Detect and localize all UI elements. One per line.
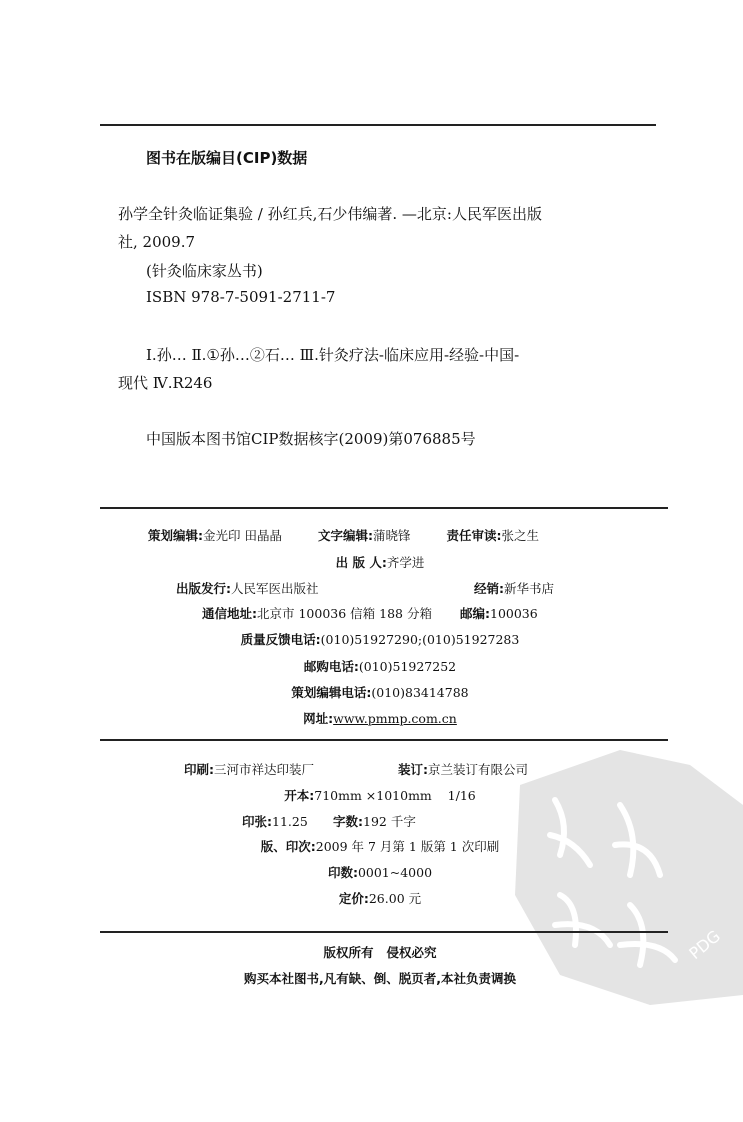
address-label: 通信地址: (202, 606, 257, 621)
cip-isbn: ISBN 978-7-5091-2711-7 (146, 288, 336, 306)
mail-order-phone: (010)51927252 (358, 659, 457, 674)
website-link[interactable]: www.pmmp.com.cn (333, 711, 457, 726)
mail-order-label: 邮购电话: (303, 659, 359, 674)
format: 710mm ×1010mm 1/16 (314, 788, 476, 803)
postcode-label: 邮编: (460, 606, 490, 621)
format-line (0, 786, 743, 804)
edition-line (0, 837, 743, 855)
publisher-label: 出版发行: (176, 581, 231, 596)
postcode: 100036 (490, 606, 538, 621)
binder-label: 装订: (398, 762, 428, 777)
website-line (0, 709, 743, 727)
cip-entry-line2: 社, 2009.7 (118, 233, 196, 251)
text-editor: 蒲晓锋 (372, 528, 411, 543)
price: 26.00 元 (368, 891, 422, 906)
binder: 京兰装订有限公司 (428, 762, 529, 777)
feedback-line (0, 630, 743, 648)
copies: 0001~4000 (357, 865, 433, 880)
proofreader: 张之生 (501, 528, 539, 543)
top-rule (100, 124, 656, 126)
feedback-label: 质量反馈电话: (240, 632, 321, 647)
printer-label: 印刷: (184, 762, 214, 777)
footer-rule (100, 931, 668, 933)
copies-label: 印数: (327, 865, 358, 880)
feedback-phone: (010)51927290;(010)51927283 (320, 632, 520, 647)
website-label: 网址: (303, 711, 334, 726)
planning-editor-label: 策划编辑: (148, 528, 203, 543)
edition: 2009 年 7 月第 1 版第 1 次印刷 (315, 839, 500, 854)
cip-classification-line2: 现代 Ⅳ.R246 (118, 374, 213, 392)
cip-series: (针灸临床家丛书) (146, 262, 263, 280)
sheets-line (242, 812, 308, 830)
binder-line (398, 760, 528, 778)
mail-order-line (0, 657, 743, 675)
publisher-line (176, 579, 319, 597)
price-line (0, 889, 743, 907)
publisher-person-line (0, 553, 743, 571)
editor-phone-line (0, 683, 743, 701)
editors-line (148, 526, 539, 544)
cip-classification-line1: Ⅰ.孙… Ⅱ.①孙…②石… Ⅲ.针灸疗法-临床应用-经验-中国- (146, 346, 520, 364)
replacement-notice: 购买本社图书,凡有缺、倒、脱页者,本社负责调换 (244, 971, 516, 986)
sheets: 11.25 (272, 814, 308, 829)
publisher: 人民军医出版社 (231, 581, 319, 596)
printer-line (184, 760, 314, 778)
words-line (333, 812, 416, 830)
address: 北京市 100036 信箱 188 分箱 (257, 606, 432, 621)
distributor: 新华书店 (504, 581, 555, 596)
proofreader-label: 责任审读: (446, 528, 502, 543)
words: 192 千字 (363, 814, 416, 829)
printer: 三河市祥达印装厂 (214, 762, 315, 777)
distributor-line (474, 579, 554, 597)
seal-pdg-text: PDG (685, 926, 724, 964)
publisher-person-label: 出 版 人: (335, 555, 387, 570)
editor-phone: (010)83414788 (371, 685, 469, 700)
cip-title: 图书在版编目(CIP)数据 (146, 149, 308, 167)
price-label: 定价: (338, 891, 369, 906)
edition-label: 版、印次: (260, 839, 316, 854)
credits-rule (100, 507, 668, 509)
cip-entry-line1: 孙学全针灸临证集验 / 孙红兵,石少伟编著. —北京:人民军医出版 (118, 205, 542, 223)
words-label: 字数: (333, 814, 363, 829)
postcode-line (460, 604, 538, 622)
copyright-notice: 版权所有 侵权必究 (323, 945, 437, 960)
printing-rule (100, 739, 668, 741)
cip-number: 中国版本图书馆CIP数据核字(2009)第076885号 (146, 430, 476, 448)
text-editor-label: 文字编辑: (317, 528, 373, 543)
copies-line (0, 863, 743, 881)
address-line (202, 604, 432, 622)
publisher-person: 齐学进 (386, 555, 425, 570)
distributor-label: 经销: (474, 581, 504, 596)
editor-phone-label: 策划编辑电话: (291, 685, 372, 700)
sheets-label: 印张: (242, 814, 272, 829)
planning-editor: 金光印 田晶晶 (203, 528, 282, 543)
format-label: 开本: (284, 788, 315, 803)
